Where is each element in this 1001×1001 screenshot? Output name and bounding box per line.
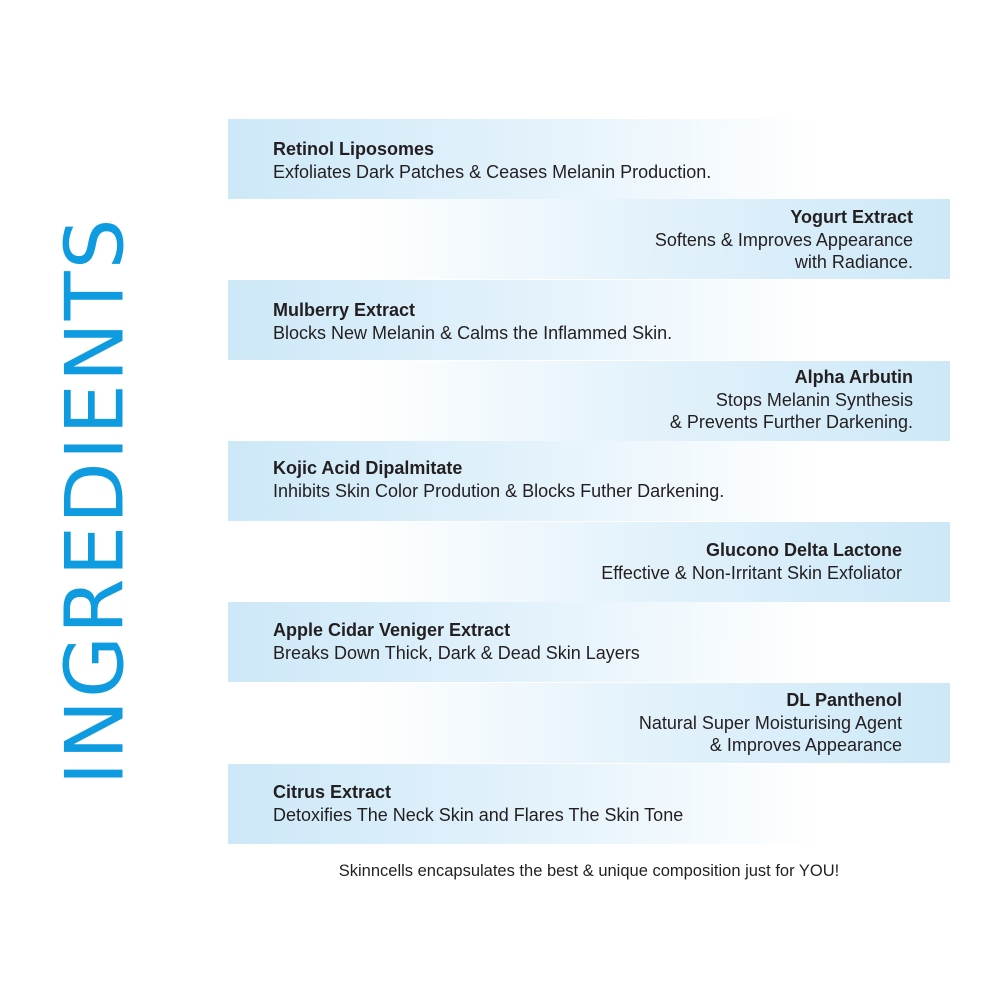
ingredients-title — [48, 216, 142, 786]
ingredient-description: Breaks Down Thick, Dark & Dead Skin Layers — [273, 643, 640, 663]
ingredient-band-kojic-acid-dipalmitate — [228, 441, 950, 521]
ingredient-description-line-2: & Prevents Further Darkening. — [669, 412, 913, 432]
ingredient-description-line-2: & Improves Appearance — [709, 735, 902, 755]
ingredient-name: Kojic Acid Dipalmitate — [273, 458, 463, 478]
ingredient-description: Effective & Non-Irritant Skin Exfoliator — [601, 563, 902, 583]
ingredients-title-text: INGREDIENTS — [48, 216, 142, 786]
ingredient-description-line-2: with Radiance. — [794, 252, 913, 272]
ingredient-band-citrus-extract — [228, 764, 950, 844]
ingredient-name: Apple Cidar Veniger Extract — [273, 620, 511, 640]
ingredient-band-glucono-delta-lactone — [228, 522, 950, 602]
footer-tagline: Skinncells encapsulates the best & unique composition just for YOU! — [338, 862, 840, 880]
ingredient-band-mulberry-extract — [228, 280, 950, 360]
ingredient-band-yogurt-extract — [228, 199, 950, 279]
ingredient-band-alpha-arbutin — [228, 361, 950, 441]
ingredient-description: Inhibits Skin Color Prodution & Blocks Futher Darkening. — [273, 481, 725, 501]
ingredient-band-apple-cidar-veniger-extract — [228, 602, 950, 682]
ingredient-description: Detoxifies The Neck Skin and Flares The Skin Tone — [273, 805, 684, 825]
ingredient-description-line-1: Stops Melanin Synthesis — [715, 390, 913, 410]
ingredient-name: Citrus Extract — [273, 782, 392, 802]
ingredient-description: Blocks New Melanin & Calms the Inflammed Skin. — [273, 323, 673, 343]
ingredient-description-line-1: Natural Super Moisturising Agent — [638, 713, 902, 733]
ingredient-name: Mulberry Extract — [273, 300, 416, 320]
ingredient-band-retinol-liposomes — [228, 119, 950, 199]
ingredient-name: Glucono Delta Lactone — [705, 540, 902, 560]
ingredient-name: Alpha Arbutin — [794, 367, 913, 387]
ingredient-description-line-1: Softens & Improves Appearance — [654, 230, 913, 250]
ingredient-name: Yogurt Extract — [790, 207, 913, 227]
ingredient-description: Exfoliates Dark Patches & Ceases Melanin Production. — [273, 162, 712, 182]
ingredient-name: DL Panthenol — [786, 690, 902, 710]
ingredient-name: Retinol Liposomes — [273, 139, 435, 159]
ingredient-band-dl-panthenol — [228, 683, 950, 763]
